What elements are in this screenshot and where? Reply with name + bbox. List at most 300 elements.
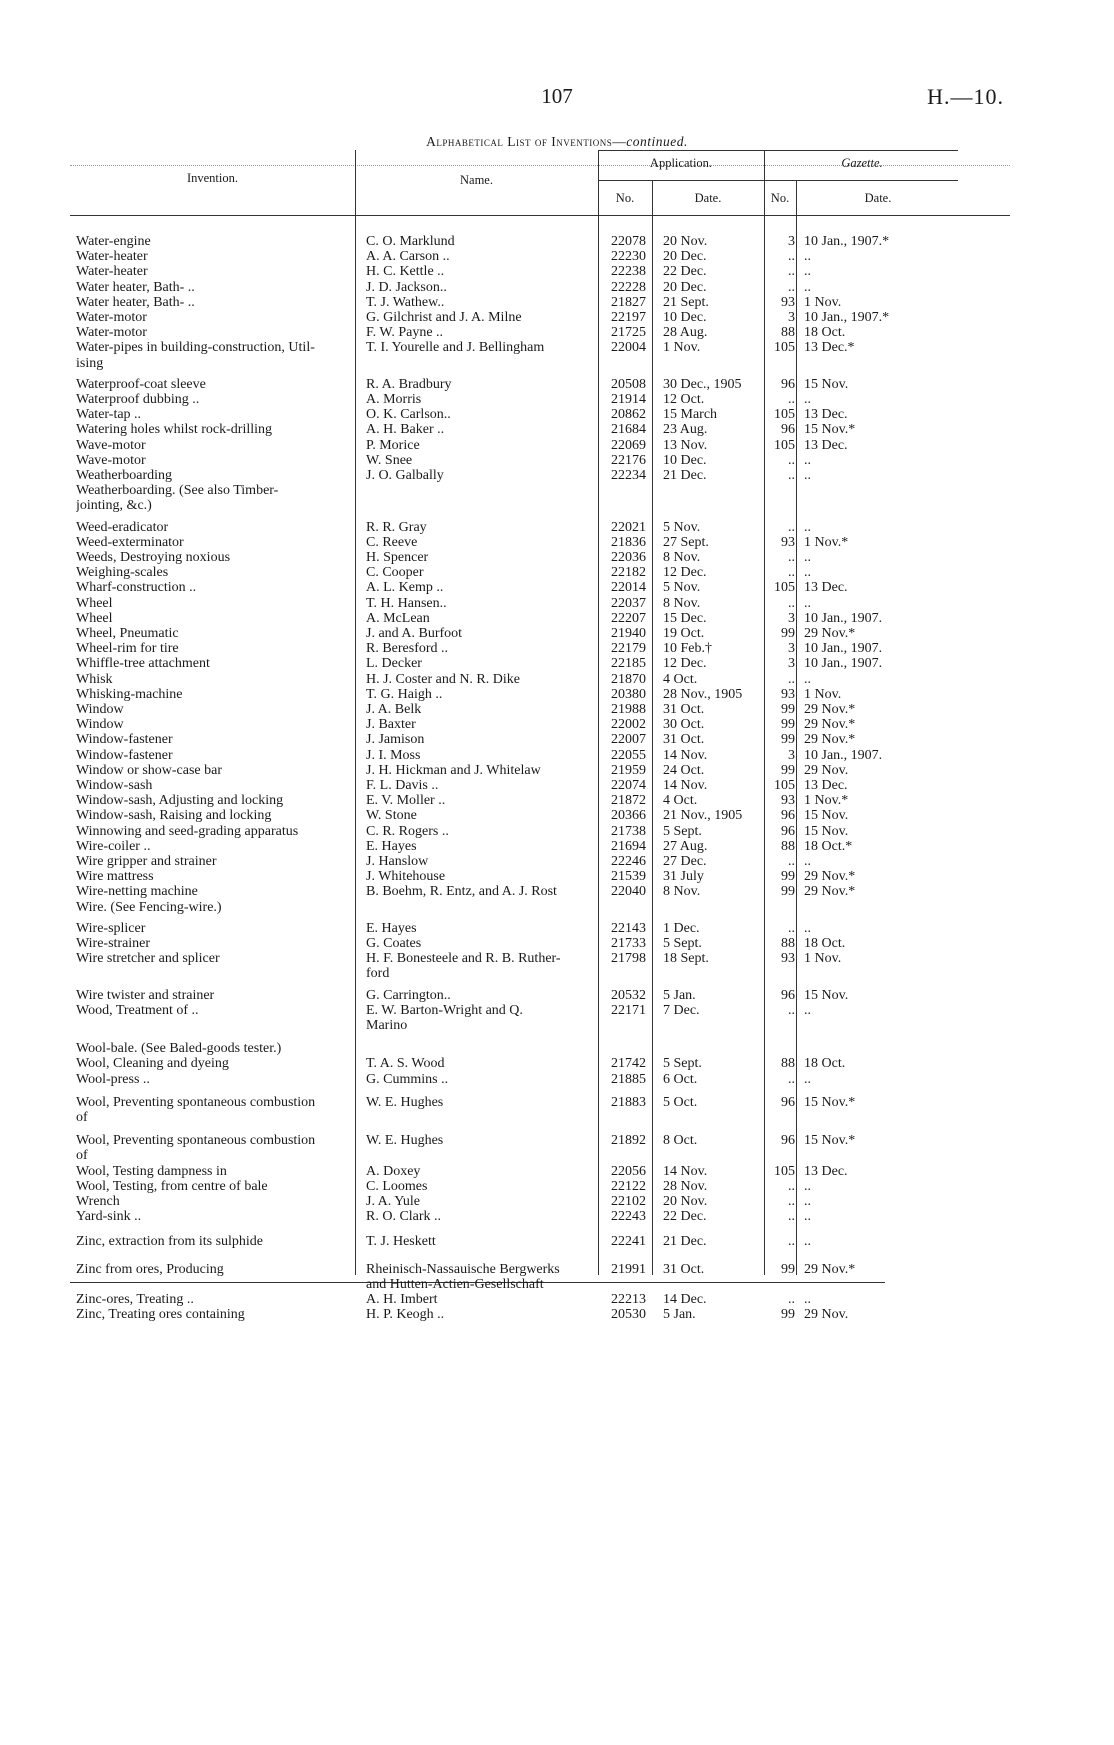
cell-gno: .. <box>788 1002 795 1018</box>
cell-name: and Hutten-Actien-Gesellschaft <box>366 1276 544 1292</box>
cell-gdt: 10 Jan., 1907. <box>804 747 883 763</box>
table-row <box>70 520 1010 536</box>
cell-inv: Water heater, Bath- .. <box>76 279 195 295</box>
cell-adt: 27 Dec. <box>663 854 707 869</box>
cell-inv: Zinc from ores, Producing <box>76 1261 224 1277</box>
cell-name: H. J. Coster and N. R. Dike <box>366 671 520 687</box>
cell-name: J. A. Belk <box>366 702 422 717</box>
table-title <box>0 134 1114 150</box>
cell-gno: 99 <box>781 702 795 717</box>
cell-adt: 22 Dec. <box>663 264 707 280</box>
table-row <box>70 392 1010 408</box>
cell-gdt: .. <box>804 920 811 936</box>
cell-inv: Water-heater <box>76 264 148 280</box>
cell-gdt: 15 Nov.* <box>804 422 856 438</box>
table-row <box>70 884 1010 900</box>
cell-ano: 22078 <box>611 234 646 249</box>
cell-ano: 21742 <box>611 1056 646 1072</box>
cell-gdt: 13 Dec.* <box>804 340 855 356</box>
cell-gdt: 1 Nov.* <box>804 793 849 809</box>
cell-adt: 8 Nov. <box>663 884 701 900</box>
table-row <box>70 656 1010 672</box>
cell-gdt: .. <box>804 1178 811 1194</box>
cell-name: T. A. S. Wood <box>366 1056 445 1072</box>
table-row <box>70 778 1010 794</box>
cell-inv: ising <box>76 355 104 371</box>
cell-adt: 1 Dec. <box>663 920 700 936</box>
cell-inv: Waterproof-coat sleeve <box>76 376 206 392</box>
cell-gdt: .. <box>804 392 811 407</box>
cell-inv: Wool-press .. <box>76 1071 150 1087</box>
cell-gno: .. <box>788 468 795 483</box>
cell-gdt: 13 Dec. <box>804 778 848 793</box>
cell-name: E. Hayes <box>366 838 417 854</box>
cell-name: G. Carrington.. <box>366 987 451 1003</box>
cell-gdt: 29 Nov. <box>804 762 849 778</box>
cell-gno: 96 <box>781 823 795 839</box>
cell-name: T. H. Hansen.. <box>366 595 447 611</box>
table-row <box>70 687 1010 703</box>
cell-inv: Watering holes whilst rock-drilling <box>76 422 272 438</box>
cell-ano: 21694 <box>611 838 646 854</box>
cell-inv: Wire. (See Fencing-wire.) <box>76 899 222 915</box>
cell-ano: 22037 <box>611 595 646 611</box>
cell-name: L. Decker <box>366 656 422 672</box>
table-row <box>70 839 1010 855</box>
cell-name: H. P. Keogh .. <box>366 1307 445 1323</box>
cell-ano: 22074 <box>611 778 646 793</box>
cell-gdt: 15 Nov. <box>804 987 849 1003</box>
cell-gno: 99 <box>781 762 795 778</box>
cell-name: W. Snee <box>366 452 413 468</box>
cell-gno: 93 <box>781 686 795 702</box>
cell-inv: Wire-splicer <box>76 920 146 936</box>
table-row <box>70 1056 1010 1072</box>
cell-inv: Whisking-machine <box>76 686 183 702</box>
cell-name: B. Boehm, R. Entz, and A. J. Rost <box>366 884 557 900</box>
cell-inv: Wire-netting machine <box>76 884 198 900</box>
table-row <box>70 1194 1010 1210</box>
table-row <box>70 550 1010 566</box>
cell-gdt: 15 Nov.* <box>804 1094 856 1110</box>
cell-adt: 12 Oct. <box>663 392 705 407</box>
cell-name: C. O. Marklund <box>366 234 455 249</box>
cell-ano: 22234 <box>611 468 646 483</box>
cell-adt: 5 Sept. <box>663 823 702 839</box>
cell-inv: Water-pipes in building-construction, Util- <box>76 340 315 356</box>
cell-ano: 22185 <box>611 656 646 672</box>
table-row <box>70 1018 1010 1034</box>
cell-adt: 5 Oct. <box>663 1094 698 1110</box>
cell-ano: 21883 <box>611 1094 646 1110</box>
cell-adt: 15 March <box>663 407 718 423</box>
cell-inv: Water-motor <box>76 310 147 325</box>
cell-adt: 21 Dec. <box>663 468 707 483</box>
cell-gno: 3 <box>788 747 795 763</box>
cell-ano: 22055 <box>611 747 646 763</box>
cell-gdt: 29 Nov.* <box>804 717 856 733</box>
table-row <box>70 1110 1010 1126</box>
table-row <box>70 234 1010 250</box>
cell-name: O. K. Carlson.. <box>366 407 451 423</box>
cell-adt: 5 Jan. <box>663 987 696 1003</box>
cell-ano: 22036 <box>611 550 646 565</box>
cell-ano: 21738 <box>611 823 646 839</box>
cell-ano: 21959 <box>611 762 646 778</box>
cell-ano: 22179 <box>611 641 646 657</box>
cell-adt: 21 Dec. <box>663 1234 707 1250</box>
cell-adt: 13 Nov. <box>663 437 708 453</box>
cell-inv: Window-sash <box>76 778 153 793</box>
cell-adt: 20 Dec. <box>663 249 707 265</box>
cell-gdt: 13 Dec. <box>804 407 848 423</box>
cell-gno: 99 <box>781 717 795 733</box>
cell-ano: 22007 <box>611 732 646 748</box>
cell-ano: 22238 <box>611 264 646 280</box>
cell-inv: Wool, Cleaning and dyeing <box>76 1056 229 1072</box>
cell-gdt: 29 Nov. <box>804 1307 849 1323</box>
cell-adt: 24 Oct. <box>663 762 705 778</box>
cell-name: P. Morice <box>366 437 420 453</box>
table-row <box>70 936 1010 952</box>
cell-name: W. Stone <box>366 808 417 824</box>
cell-gno: .. <box>788 1209 795 1225</box>
cell-inv: Window <box>76 717 124 733</box>
cell-name: J. A. Yule <box>366 1194 420 1209</box>
cell-name: A. McLean <box>366 610 430 626</box>
cell-gdt: 10 Jan., 1907. <box>804 610 883 626</box>
cell-ano: 20366 <box>611 808 646 824</box>
cell-adt: 31 Oct. <box>663 1261 705 1277</box>
cell-inv: jointing, &c.) <box>76 498 152 514</box>
cell-gno: 105 <box>774 340 795 356</box>
cell-name: C. R. Rogers .. <box>366 823 449 839</box>
table-row <box>70 580 1010 596</box>
cell-adt: 8 Oct. <box>663 1133 698 1149</box>
cell-inv: Water-motor <box>76 325 147 341</box>
table-row <box>70 763 1010 779</box>
cell-gno: 96 <box>781 1133 795 1149</box>
cell-adt: 21 Nov., 1905 <box>663 808 743 824</box>
cell-ano: 21870 <box>611 671 646 687</box>
cell-ano: 20380 <box>611 686 646 702</box>
cell-adt: 31 July <box>663 869 704 885</box>
cell-gdt: .. <box>804 854 811 869</box>
cell-gdt: 1 Nov.* <box>804 534 849 550</box>
cell-inv: Window-fastener <box>76 747 173 763</box>
table-row <box>70 1262 1010 1278</box>
cell-inv: Weed-exterminator <box>76 534 184 550</box>
cell-ano: 20862 <box>611 407 646 423</box>
cell-gdt: 18 Oct. <box>804 936 846 951</box>
table-row <box>70 626 1010 642</box>
cell-gdt: 10 Jan., 1907. <box>804 641 883 657</box>
table-row <box>70 1164 1010 1180</box>
cell-inv: Window <box>76 702 124 717</box>
cell-name: R. O. Clark .. <box>366 1209 442 1225</box>
cell-ano: 22241 <box>611 1234 646 1250</box>
cell-gno: 99 <box>781 626 795 641</box>
cell-ano: 22069 <box>611 437 646 453</box>
cell-gno: 3 <box>788 234 795 249</box>
table-row <box>70 356 1010 372</box>
cell-inv: Weatherboarding. (See also Timber- <box>76 483 279 499</box>
table-row <box>70 295 1010 311</box>
table-row <box>70 498 1010 514</box>
table-row <box>70 438 1010 454</box>
cell-gdt: .. <box>804 565 811 581</box>
table-row <box>70 1277 1010 1293</box>
cell-inv: Zinc, extraction from its sulphide <box>76 1234 264 1250</box>
cell-adt: 22 Dec. <box>663 1209 707 1225</box>
cell-gdt: 29 Nov.* <box>804 869 856 885</box>
cell-gno: 105 <box>774 778 795 793</box>
cell-ano: 21885 <box>611 1071 646 1087</box>
cell-gdt: 13 Dec. <box>804 580 848 596</box>
cell-inv: Window-sash, Raising and locking <box>76 808 272 824</box>
cell-inv: Wheel, Pneumatic <box>76 626 179 641</box>
table-row <box>70 1234 1010 1250</box>
cell-inv: Wool, Preventing spontaneous combustion <box>76 1094 316 1110</box>
header-app-date: Date. <box>694 191 722 205</box>
cell-name: F. W. Payne .. <box>366 325 444 341</box>
cell-name: J. H. Hickman and J. Whitelaw <box>366 762 541 778</box>
cell-ano: 22176 <box>611 452 646 468</box>
cell-name: J. Baxter <box>366 717 416 733</box>
header-application: Application. <box>649 156 713 170</box>
cell-gdt: 13 Dec. <box>804 1163 848 1179</box>
cell-gno: 3 <box>788 610 795 626</box>
cell-gdt: 1 Nov. <box>804 294 842 310</box>
table-row <box>70 340 1010 356</box>
cell-ano: 21892 <box>611 1133 646 1149</box>
table-row <box>70 310 1010 326</box>
cell-name: ford <box>366 966 390 982</box>
table-body <box>70 165 1010 1450</box>
cell-name: A. A. Carson .. <box>366 249 450 265</box>
cell-name: A. Doxey <box>366 1163 421 1179</box>
cell-adt: 28 Nov. <box>663 1178 708 1194</box>
cell-inv: Wheel <box>76 610 113 626</box>
cell-name: A. H. Imbert <box>366 1292 438 1307</box>
cell-gdt: 29 Nov.* <box>804 626 856 641</box>
cell-inv: Wrench <box>76 1194 120 1209</box>
cell-adt: 14 Nov. <box>663 778 708 793</box>
header-gazette: Gazette. <box>841 156 883 170</box>
cell-gdt: 15 Nov. <box>804 808 849 824</box>
cell-gno: .. <box>788 854 795 869</box>
cell-gdt: .. <box>804 671 811 687</box>
cell-gdt: 15 Nov.* <box>804 1133 856 1149</box>
table-row <box>70 988 1010 1004</box>
cell-adt: 27 Sept. <box>663 534 709 550</box>
cell-name: R. A. Bradbury <box>366 376 452 392</box>
cell-adt: 31 Oct. <box>663 702 705 717</box>
cell-ano: 20530 <box>611 1307 646 1323</box>
cell-ano: 20532 <box>611 987 646 1003</box>
cell-gdt: 15 Nov. <box>804 376 849 392</box>
cell-ano: 22228 <box>611 279 646 295</box>
cell-ano: 21836 <box>611 534 646 550</box>
table-row <box>70 407 1010 423</box>
table-row <box>70 1041 1010 1057</box>
cell-ano: 22171 <box>611 1002 646 1018</box>
table-row <box>70 717 1010 733</box>
cell-gno: 96 <box>781 987 795 1003</box>
cell-gno: .. <box>788 1292 795 1307</box>
cell-gno: .. <box>788 1194 795 1209</box>
table-row <box>70 1003 1010 1019</box>
cell-ano: 21733 <box>611 936 646 951</box>
cell-gno: 3 <box>788 641 795 657</box>
cell-gdt: 18 Oct. <box>804 1056 846 1072</box>
cell-ano: 22021 <box>611 519 646 535</box>
cell-gdt: 1 Nov. <box>804 686 842 702</box>
table-row <box>70 1133 1010 1149</box>
table-row <box>70 1095 1010 1111</box>
cell-ano: 22002 <box>611 717 646 733</box>
cell-ano: 22143 <box>611 920 646 936</box>
cell-inv: Wire-coiler .. <box>76 838 151 854</box>
cell-gno: .. <box>788 595 795 611</box>
cell-adt: 20 Nov. <box>663 234 708 249</box>
cell-gno: 88 <box>781 325 795 341</box>
cell-ano: 22102 <box>611 1194 646 1209</box>
cell-adt: 28 Nov., 1905 <box>663 686 743 702</box>
cell-gno: 105 <box>774 1163 795 1179</box>
cell-name: T. I. Yourelle and J. Bellingham <box>366 340 545 356</box>
cell-name: W. E. Hughes <box>366 1133 444 1149</box>
cell-gdt: 29 Nov.* <box>804 1261 856 1277</box>
cell-name: Rheinisch-Nassauische Bergwerks <box>366 1261 560 1277</box>
cell-inv: of <box>76 1148 88 1164</box>
cell-inv: Wool, Preventing spontaneous combustion <box>76 1133 316 1149</box>
cell-gno: 99 <box>781 884 795 900</box>
cell-inv: Wheel <box>76 595 113 611</box>
cell-gdt: .. <box>804 1292 811 1307</box>
cell-gdt: .. <box>804 519 811 535</box>
cell-gno: .. <box>788 249 795 265</box>
cell-gno: .. <box>788 264 795 280</box>
cell-name: G. Cummins .. <box>366 1071 449 1087</box>
cell-inv: Window or show-case bar <box>76 762 223 778</box>
table-row <box>70 824 1010 840</box>
cell-inv: Winnowing and seed-grading apparatus <box>76 823 299 839</box>
cell-name: G. Gilchrist and J. A. Milne <box>366 310 522 325</box>
table-row <box>70 453 1010 469</box>
cell-gno: 96 <box>781 376 795 392</box>
table-row <box>70 854 1010 870</box>
cell-adt: 5 Nov. <box>663 519 701 535</box>
table-title-main: Alphabetical List of Inventions— <box>426 134 627 149</box>
table-row <box>70 1148 1010 1164</box>
cell-name: E. V. Moller .. <box>366 793 446 809</box>
cell-name: G. Coates <box>366 936 422 951</box>
cell-gno: .. <box>788 1071 795 1087</box>
cell-adt: 5 Jan. <box>663 1307 696 1323</box>
cell-gno: .. <box>788 392 795 407</box>
cell-name: J. Hanslow <box>366 854 429 869</box>
table-row <box>70 377 1010 393</box>
cell-inv: Water-engine <box>76 234 151 249</box>
cell-ano: 22122 <box>611 1178 646 1194</box>
cell-ano: 21872 <box>611 793 646 809</box>
cell-adt: 15 Dec. <box>663 610 707 626</box>
cell-adt: 30 Dec., 1905 <box>663 376 742 392</box>
cell-adt: 5 Nov. <box>663 580 701 596</box>
page-number: 107 <box>541 84 573 108</box>
cell-ano: 22182 <box>611 565 646 581</box>
cell-inv: Window-sash, Adjusting and locking <box>76 793 284 809</box>
cell-ano: 22014 <box>611 580 646 596</box>
table-row <box>70 1307 1010 1323</box>
cell-name: A. L. Kemp .. <box>366 580 444 596</box>
cell-gno: 99 <box>781 869 795 885</box>
cell-ano: 22246 <box>611 854 646 869</box>
cell-gdt: .. <box>804 1234 811 1250</box>
cell-gno: 105 <box>774 580 795 596</box>
cell-name: E. W. Barton-Wright and Q. <box>366 1002 523 1018</box>
table-row <box>70 672 1010 688</box>
cell-gno: 88 <box>781 936 795 951</box>
cell-gno: .. <box>788 920 795 936</box>
cell-name: J. Whitehouse <box>366 869 446 885</box>
cell-adt: 8 Nov. <box>663 595 701 611</box>
cell-gdt: 10 Jan., 1907. <box>804 656 883 672</box>
cell-gdt: .. <box>804 1194 811 1209</box>
cell-inv: Zinc, Treating ores containing <box>76 1307 245 1323</box>
table-row <box>70 1179 1010 1195</box>
cell-inv: Wire mattress <box>76 869 154 885</box>
cell-name: A. H. Baker .. <box>366 422 445 438</box>
cell-name: W. E. Hughes <box>366 1094 444 1110</box>
cell-ano: 22056 <box>611 1163 646 1179</box>
table-row <box>70 951 1010 967</box>
cell-gno: 3 <box>788 310 795 325</box>
table-row <box>70 793 1010 809</box>
cell-ano: 22230 <box>611 249 646 265</box>
cell-inv: Whiffle-tree attachment <box>76 656 210 672</box>
cell-gno: 93 <box>781 534 795 550</box>
cell-gno: .. <box>788 1234 795 1250</box>
header-invention: Invention. <box>186 171 239 185</box>
cell-gdt: .. <box>804 249 811 265</box>
cell-inv: Wool, Testing, from centre of bale <box>76 1178 268 1194</box>
cell-ano: 21539 <box>611 869 646 885</box>
cell-gno: .. <box>788 671 795 687</box>
cell-adt: 10 Dec. <box>663 452 707 468</box>
cell-inv: Yard-sink .. <box>76 1209 142 1225</box>
cell-ano: 22197 <box>611 310 646 325</box>
cell-gno: 99 <box>781 732 795 748</box>
cell-name: J. Jamison <box>366 732 425 748</box>
cell-ano: 22040 <box>611 884 646 900</box>
cell-adt: 31 Oct. <box>663 732 705 748</box>
cell-gdt: 18 Oct. <box>804 325 846 341</box>
cell-inv: Zinc-ores, Treating .. <box>76 1292 194 1307</box>
cell-adt: 6 Oct. <box>663 1071 698 1087</box>
table-row <box>70 565 1010 581</box>
cell-ano: 22004 <box>611 340 646 356</box>
cell-name: R. Beresford .. <box>366 641 449 657</box>
cell-inv: Wool-bale. (See Baled-goods tester.) <box>76 1041 282 1057</box>
cell-gdt: .. <box>804 1071 811 1087</box>
cell-gdt: .. <box>804 595 811 611</box>
cell-gno: 88 <box>781 838 795 854</box>
cell-name: J. D. Jackson.. <box>366 279 447 295</box>
cell-gno: 93 <box>781 294 795 310</box>
table-row <box>70 641 1010 657</box>
